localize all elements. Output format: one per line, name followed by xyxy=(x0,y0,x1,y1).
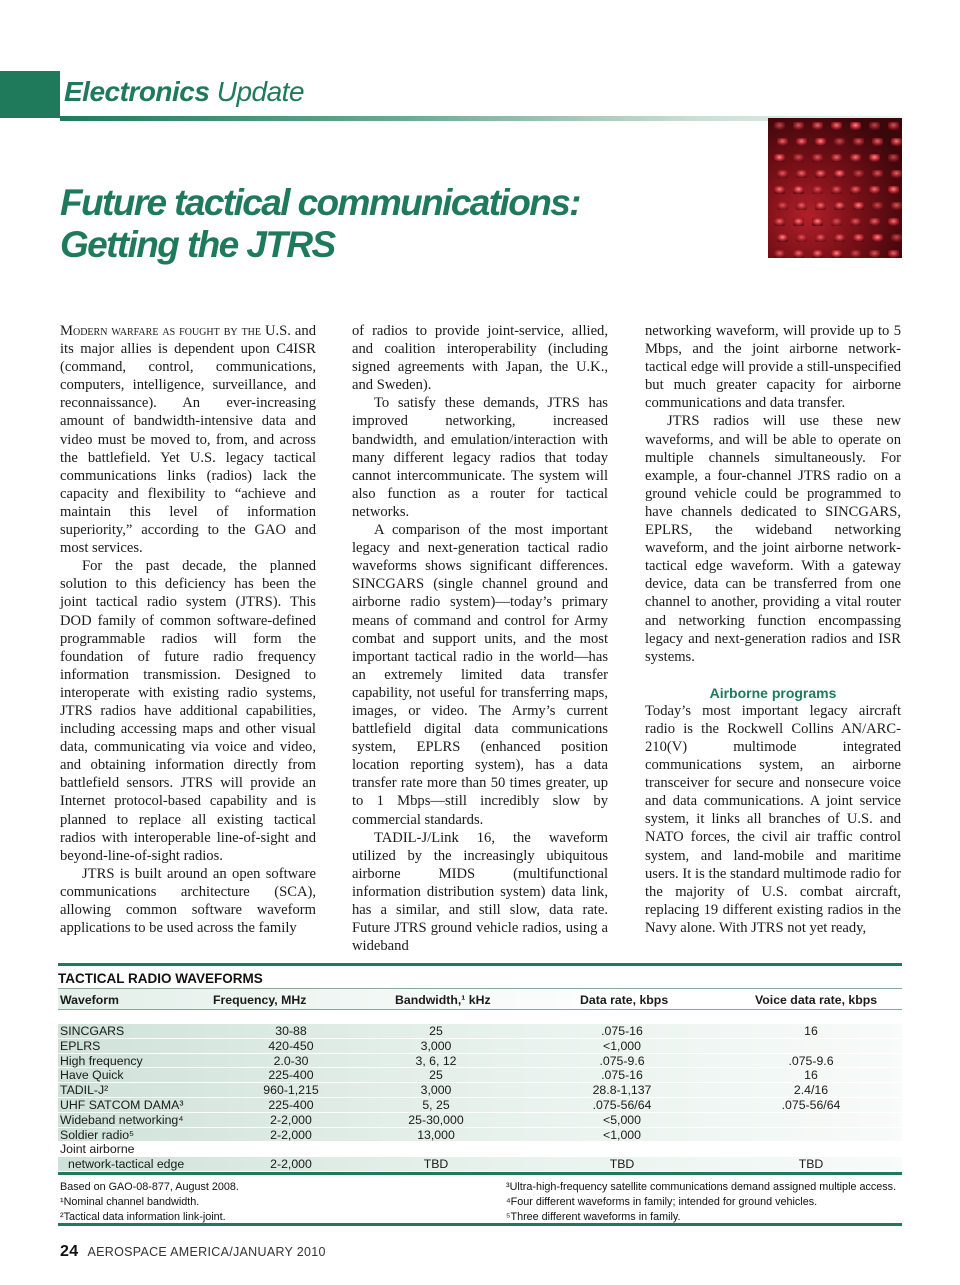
note-2: ²Tactical data information link-joint. xyxy=(60,1210,226,1223)
cell-voice-rate: .075-9.6 xyxy=(788,1053,834,1068)
page-footer xyxy=(60,1243,326,1261)
note-4: ⁴Four different waveforms in family; intended for ground vehicles. xyxy=(506,1195,818,1208)
circuit-pad xyxy=(869,122,880,130)
header-bandwidth: Bandwidth,¹ kHz xyxy=(395,993,491,1007)
paragraph: of radios to provide joint-service, allied, and coalition interoperability (including signed agreements with Japan, the U.K., and Sweden). xyxy=(352,323,608,394)
header-waveform: Waveform xyxy=(60,993,119,1007)
body-column-3 xyxy=(645,322,901,937)
circuit-board-image xyxy=(768,118,902,258)
circuit-pad xyxy=(815,202,826,210)
paragraph: Today’s most important legacy aircraft radio is the Rockwell Collins AN/ARC-210(V) multimode integrated communications system, an airborne transceiver for secure and nonsecure voice and data communications. A joint service system, it links all branches of U.S. and NATO forces, the civil air traffic control system, and land-mobile and maritime users. It is the standard multimode radio for the majority of U.S. combat aircraft, replacing 19 different existing radios in the Navy alone. With JTRS not yet ready, xyxy=(645,702,901,936)
headline-line-1: Future tactical communications: xyxy=(60,182,580,223)
cell-data-rate: <1,000 xyxy=(603,1038,641,1053)
circuit-pad xyxy=(888,186,899,194)
circuit-pad xyxy=(831,250,842,258)
table-title: TACTICAL RADIO WAVEFORMS xyxy=(58,971,263,986)
paragraph: networking waveform, will provide up to 5 Mbps, and the joint airborne network-tactical edge will provide a still-unspecified but much greater capacity for airborne communications and data transfer. xyxy=(645,323,901,412)
circuit-pad xyxy=(793,122,804,130)
circuit-pad xyxy=(888,218,899,226)
circuit-pad xyxy=(815,170,826,178)
table-row xyxy=(58,1113,902,1128)
table-top-rule xyxy=(58,963,902,966)
paragraph-text: U.S. and its major allies is dependent upon C4ISR (command, control, communications, computers, intelligence, surveillance, and reconnaissance). An ever-increasing amount of bandwidth-intensive data and video must be moved to, from, and across the battlefield. Yet U.S. legacy tactical communications links (radios) lack the capacity and flexibility to “achieve and maintain this level of information superiority,” according to the GAO and most services. xyxy=(60,323,316,557)
table-row xyxy=(58,1054,902,1069)
circuit-pad xyxy=(888,122,899,130)
cell-data-rate: TBD xyxy=(609,1157,635,1172)
circuit-pad xyxy=(850,154,861,162)
lead-in: Modern warfare as fought by the xyxy=(60,323,262,339)
cell-bandwidth: 3,000 xyxy=(420,1083,452,1098)
cell-waveform: SINCGARS xyxy=(60,1024,125,1038)
circuit-pad xyxy=(812,218,823,226)
circuit-pad xyxy=(834,170,845,178)
circuit-pad xyxy=(777,170,788,178)
circuit-pad xyxy=(774,154,785,162)
table-row xyxy=(58,1157,902,1172)
circuit-pad xyxy=(869,250,880,258)
cell-bandwidth: 25-30,000 xyxy=(408,1112,464,1127)
circuit-pad xyxy=(796,234,807,242)
circuit-pad xyxy=(850,186,861,194)
cell-bandwidth: 13,000 xyxy=(417,1127,455,1142)
table-row xyxy=(58,1068,902,1083)
circuit-pad xyxy=(831,186,842,194)
table-row xyxy=(58,1128,902,1143)
circuit-pad xyxy=(777,202,788,210)
circuit-pad xyxy=(831,122,842,130)
header-data-rate: Data rate, kbps xyxy=(580,993,669,1007)
publication-name: AEROSPACE AMERICA/JANUARY 2010 xyxy=(87,1245,326,1259)
cell-waveform: TADIL-J² xyxy=(60,1083,109,1098)
circuit-pad xyxy=(872,138,883,146)
cell-frequency: 960-1,215 xyxy=(263,1083,319,1098)
paragraph: JTRS radios will use these new waveforms, and will be able to operate on multiple channels simultaneously. For example, a four-channel JTRS radio on a ground vehicle could be programmed to have channels dedicated to SINCGARS, EPLRS, the wideband networking waveform, and the joint airborne network-tactical edge waveform. With a gateway device, data can be transferred from one channel to another, providing a vital router and networking function encompassing legacy and next-generation radios and ISR systems. xyxy=(645,413,901,665)
cell-waveform: network-tactical edge xyxy=(68,1157,185,1172)
cell-frequency: 2-2,000 xyxy=(270,1127,312,1142)
circuit-pad xyxy=(831,154,842,162)
circuit-pad xyxy=(812,122,823,130)
waveforms-table xyxy=(58,963,902,1232)
circuit-pad xyxy=(888,250,899,258)
section-title-light: Update xyxy=(216,76,305,107)
cell-voice-rate: TBD xyxy=(798,1157,824,1172)
body-column-2 xyxy=(352,322,608,955)
body-column-1 xyxy=(60,322,316,937)
article-headline xyxy=(60,182,760,266)
subhead-airborne-programs: Airborne programs xyxy=(709,684,837,701)
cell-waveform: High frequency xyxy=(60,1053,143,1068)
cell-bandwidth: 25 xyxy=(429,1024,443,1038)
circuit-pad xyxy=(796,202,807,210)
circuit-pad xyxy=(812,250,823,258)
circuit-pad xyxy=(831,218,842,226)
cell-frequency: 225-400 xyxy=(268,1068,314,1083)
headline-line-2: Getting the JTRS xyxy=(60,224,335,265)
cell-data-rate: <5,000 xyxy=(603,1112,641,1127)
cell-voice-rate: 2.4/16 xyxy=(793,1083,829,1098)
circuit-pad xyxy=(777,234,788,242)
circuit-pad xyxy=(834,234,845,242)
circuit-pad xyxy=(793,250,804,258)
table-row xyxy=(58,1083,902,1098)
cell-bandwidth: 3, 6, 12 xyxy=(415,1053,457,1068)
circuit-pad xyxy=(853,170,864,178)
cell-bandwidth: 3,000 xyxy=(420,1038,452,1053)
circuit-pad xyxy=(869,218,880,226)
notes-right xyxy=(506,1180,896,1225)
cell-frequency: 420-450 xyxy=(268,1038,314,1053)
paragraph xyxy=(60,322,316,557)
cell-frequency: 2.0-30 xyxy=(273,1053,309,1068)
circuit-pad xyxy=(834,202,845,210)
note-1: ¹Nominal channel bandwidth. xyxy=(60,1195,200,1208)
cell-bandwidth: 25 xyxy=(429,1068,443,1083)
circuit-pad xyxy=(891,170,902,178)
cell-frequency: 2-2,000 xyxy=(270,1112,312,1127)
circuit-pad xyxy=(815,234,826,242)
header-frequency: Frequency, MHz xyxy=(213,993,307,1007)
section-accent-bar xyxy=(0,71,60,118)
circuit-pad xyxy=(869,186,880,194)
cell-data-rate: .075-16 xyxy=(601,1024,643,1038)
page-number: 24 xyxy=(60,1243,79,1260)
circuit-pad xyxy=(793,186,804,194)
cell-frequency: 2-2,000 xyxy=(270,1157,312,1172)
circuit-pad xyxy=(891,138,902,146)
cell-frequency: 30-88 xyxy=(275,1024,307,1038)
circuit-pad xyxy=(774,122,785,130)
notes-bottom-rule xyxy=(58,1223,902,1226)
table-body xyxy=(58,1024,902,1172)
circuit-pad xyxy=(891,234,902,242)
notes-left xyxy=(60,1180,239,1225)
circuit-pad xyxy=(872,234,883,242)
cell-waveform-line1: Joint airborne xyxy=(60,1142,135,1157)
paragraph: TADIL-J/Link 16, the waveform utilized by the increasingly ubiquitous airborne MIDS (multifunctional information distribution system) data link, has a similar, and still slow, data rate. Future JTRS ground vehicle radios, using a wideband xyxy=(352,829,608,955)
note-3: ³Ultra-high-frequency satellite communications demand assigned multiple access. xyxy=(506,1180,897,1193)
cell-bandwidth: 5, 25 xyxy=(422,1097,450,1112)
cell-data-rate: .075-9.6 xyxy=(599,1053,645,1068)
paragraph: For the past decade, the planned solution to this deficiency has been the joint tactical radio system (JTRS). This DOD family of common software-defined programmable radios will form the foundation of future radio frequency information transmission. Designed to interoperate with existing radio systems, JTRS radios have additional capabilities, including accessing maps and other visual data, communicating via voice and video, and obtaining information directly from battlefield sensors. JTRS will provide an Internet protocol-based capability and is planned to replace all existing tactical radios with interoperable line-of-sight and beyond-line-of-sight radios. xyxy=(60,558,316,864)
paragraph: To satisfy these demands, JTRS has improved networking, increased bandwidth, and emulation/interaction with many different legacy radios that today cannot intercommunicate. The system will also function as a router for tactical networks. xyxy=(352,395,608,520)
circuit-pad xyxy=(850,122,861,130)
circuit-pad xyxy=(793,218,804,226)
table-row xyxy=(58,1039,902,1054)
circuit-pad xyxy=(774,218,785,226)
cell-voice-rate: 16 xyxy=(804,1024,818,1038)
circuit-pad xyxy=(850,250,861,258)
circuit-pad xyxy=(796,138,807,146)
circuit-pad xyxy=(774,186,785,194)
paragraph: JTRS is built around an open software communications architecture (SCA), allowing common software waveform applications to be used across the family xyxy=(60,865,316,937)
circuit-pad xyxy=(850,218,861,226)
circuit-pad xyxy=(834,138,845,146)
circuit-pad xyxy=(853,234,864,242)
cell-waveform: Have Quick xyxy=(60,1068,124,1083)
cell-data-rate: .075-56/64 xyxy=(592,1097,652,1112)
cell-data-rate: .075-16 xyxy=(601,1068,643,1083)
table-bottom-rule xyxy=(58,1172,902,1175)
circuit-pad xyxy=(793,154,804,162)
cell-data-rate: 28.8-1,137 xyxy=(592,1083,652,1098)
circuit-pad xyxy=(812,186,823,194)
circuit-pad xyxy=(815,138,826,146)
cell-data-rate: <1,000 xyxy=(603,1127,641,1142)
header-voice-data-rate: Voice data rate, kbps xyxy=(755,993,878,1007)
circuit-pad xyxy=(872,170,883,178)
cell-voice-rate: 16 xyxy=(804,1068,818,1083)
paragraph: A comparison of the most important legacy and next-generation tactical radio waveforms shows significant differences. SINCGARS (single channel ground and airborne radio system)—today’s primary means of command and control for Army combat and support units, and the most important tactical radio in the world—has an extremely limited data transfer capability, not useful for transferring maps, images, or video. The Army’s current battlefield digital data communications system, EPLRS (enhanced position location reporting system), has a data transfer rate more than 50 times greater, up to 1 Mbps—still incredibly slow by commercial standards. xyxy=(352,522,608,828)
note-5: ⁵Three different waveforms in family. xyxy=(506,1210,681,1223)
circuit-pad xyxy=(812,154,823,162)
cell-waveform: Wideband networking⁴ xyxy=(60,1112,184,1127)
circuit-pad xyxy=(872,202,883,210)
section-title xyxy=(64,76,304,108)
circuit-pad xyxy=(777,138,788,146)
circuit-pad xyxy=(853,138,864,146)
cell-waveform: Soldier radio⁵ xyxy=(60,1127,135,1142)
circuit-pad xyxy=(796,170,807,178)
circuit-pad xyxy=(888,154,899,162)
cell-waveform: EPLRS xyxy=(60,1038,101,1053)
section-title-bold: Electronics xyxy=(64,76,210,107)
table-row xyxy=(58,1024,902,1039)
article-photo xyxy=(768,118,902,258)
table-header-row xyxy=(58,988,902,1010)
cell-frequency: 225-400 xyxy=(268,1097,314,1112)
table-row xyxy=(58,1098,902,1113)
cell-voice-rate: .075-56/64 xyxy=(781,1097,841,1112)
cell-waveform: UHF SATCOM DAMA³ xyxy=(60,1097,184,1112)
table-row-continuation xyxy=(58,1142,902,1157)
circuit-pad xyxy=(869,154,880,162)
cell-bandwidth: TBD xyxy=(423,1157,449,1172)
circuit-pad xyxy=(774,250,785,258)
circuit-pad xyxy=(891,202,902,210)
circuit-pad xyxy=(853,202,864,210)
note-source: Based on GAO-08-877, August 2008. xyxy=(60,1180,239,1193)
